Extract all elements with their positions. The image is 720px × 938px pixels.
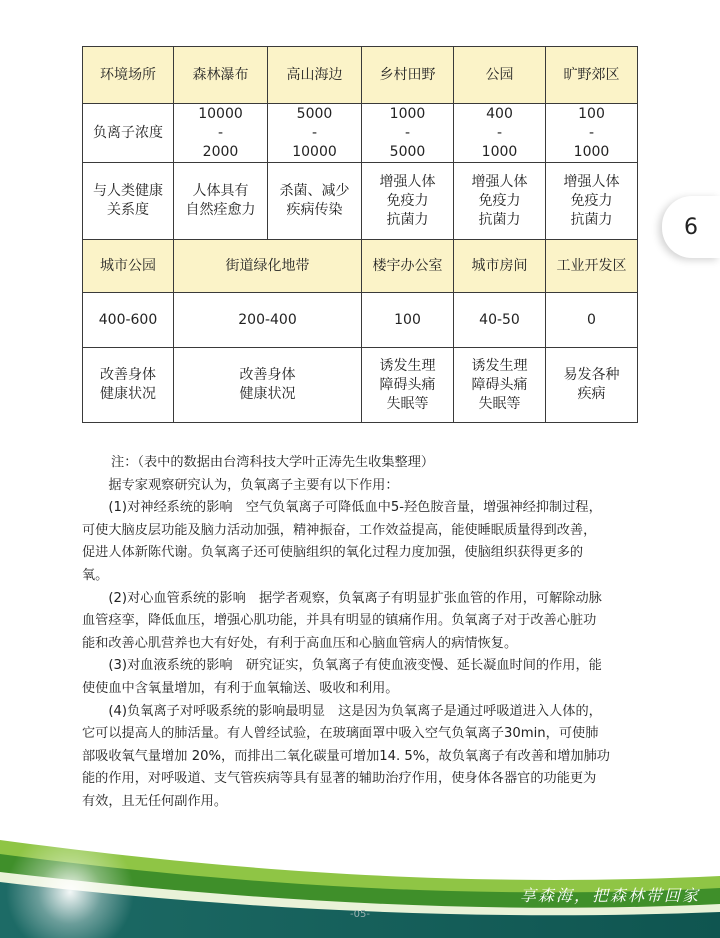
table-cell: 5000 - 10000 <box>268 104 362 163</box>
table-cell: 乡村田野 <box>362 47 454 104</box>
table-cell: 0 <box>546 293 638 348</box>
table-cell: 公园 <box>454 47 546 104</box>
page-number: -05- <box>350 909 370 920</box>
paragraph-blood-system: (3)对血液系统的影响 研究证实，负氧离子有使血液变慢、延长凝血时间的作用，能 使使血中含氧量增加，有利于血氧输送、吸收和利用。 <box>82 658 602 696</box>
table-cell: 1000 - 5000 <box>362 104 454 163</box>
table-cell: 增强人体 免疫力 抗菌力 <box>362 163 454 240</box>
paragraph-respiratory: (4)负氧离子对呼吸系统的影响最明显 这是因为负氧离子是通过呼吸道进入人体的， 它可以提高人的肺活量。有人曾经试验，在玻璃面罩中吸入空气负氧离子30min，可使肺 部吸收氧气量增加 20%，而排出二氧化碳量可增加14. 5%，故负氧离子有改善和增加肺功 能的作用，对呼吸道、支气管疾病等具有显著的辅助治疗作用，使身体各器官的功能更为 有效，且无任何副作用。 <box>82 703 610 809</box>
page-tab-number: 6 <box>684 214 698 240</box>
paragraph-cardiovascular: (2)对心血管系统的影响 据学者观察，负氧离子有明显扩张血管的作用，可解除动脉 血管痉挛，降低血压，增强心肌功能，并具有明显的镇痛作用。负氧离子对于改善心脏功 能和改善心肌营养也大有好处，有利于高血压和心脑血管病人的病情恢复。 <box>82 590 602 651</box>
table-cell: 诱发生理 障碍头痛 失眠等 <box>362 348 454 423</box>
table-cell: 增强人体 免疫力 抗菌力 <box>546 163 638 240</box>
table-cell: 诱发生理 障碍头痛 失眠等 <box>454 348 546 423</box>
footer-slogan: 享森海，把森林带回家 <box>519 886 700 905</box>
table-cell: 楼宇办公室 <box>362 240 454 293</box>
table-cell: 环境场所 <box>83 47 174 104</box>
table-cell: 200-400 <box>174 293 362 348</box>
table-cell: 10000 - 2000 <box>174 104 268 163</box>
table-cell: 增强人体 免疫力 抗菌力 <box>454 163 546 240</box>
table-cell: 改善身体 健康状况 <box>83 348 174 423</box>
table-cell: 改善身体 健康状况 <box>174 348 362 423</box>
table-cell: 400 - 1000 <box>454 104 546 163</box>
table-cell: 街道绿化地带 <box>174 240 362 293</box>
table-cell: 人体具有 自然痊愈力 <box>174 163 268 240</box>
table-cell: 城市房间 <box>454 240 546 293</box>
footer-wave-graphic <box>0 820 720 938</box>
table-row-health <box>83 163 638 240</box>
table-cell: 易发各种 疾病 <box>546 348 638 423</box>
paragraph-nervous-system: (1)对神经系统的影响 空气负氧离子可降低血中5-羟色胺音量，增强神经抑制过程， 可使大脑皮层功能及脑力活动加强，精神振奋，工作效益提高，能使睡眠质量得到改善， 促进人体新陈代谢。负氧离子还可使脑组织的氧化过程力度加强，使脑组织获得更多的 氧。 <box>82 500 602 583</box>
table-row-city-health <box>83 348 638 423</box>
table-cell: 负离子浓度 <box>83 104 174 163</box>
table-cell: 高山海边 <box>268 47 362 104</box>
table-row-city <box>83 240 638 293</box>
table-cell: 城市公园 <box>83 240 174 293</box>
table-cell: 旷野郊区 <box>546 47 638 104</box>
table-row-city-values <box>83 293 638 348</box>
table-cell: 杀菌、减少 疾病传染 <box>268 163 362 240</box>
table-cell: 工业开发区 <box>546 240 638 293</box>
table-row-env <box>83 47 638 104</box>
body-text <box>82 452 638 814</box>
table-cell: 与人类健康 关系度 <box>83 163 174 240</box>
table-cell: 森林瀑布 <box>174 47 268 104</box>
table-note: 注：（表中的数据由台湾科技大学叶正涛先生收集整理） <box>111 455 435 470</box>
intro-paragraph: 据专家观察研究认为，负氧离子主要有以下作用： <box>108 477 399 493</box>
table-cell: 100 <box>362 293 454 348</box>
page-tab <box>662 196 720 258</box>
table-cell: 40-50 <box>454 293 546 348</box>
ion-concentration-table <box>82 46 638 423</box>
table-cell: 100 - 1000 <box>546 104 638 163</box>
table-cell: 400-600 <box>83 293 174 348</box>
table-row-concentration <box>83 104 638 163</box>
